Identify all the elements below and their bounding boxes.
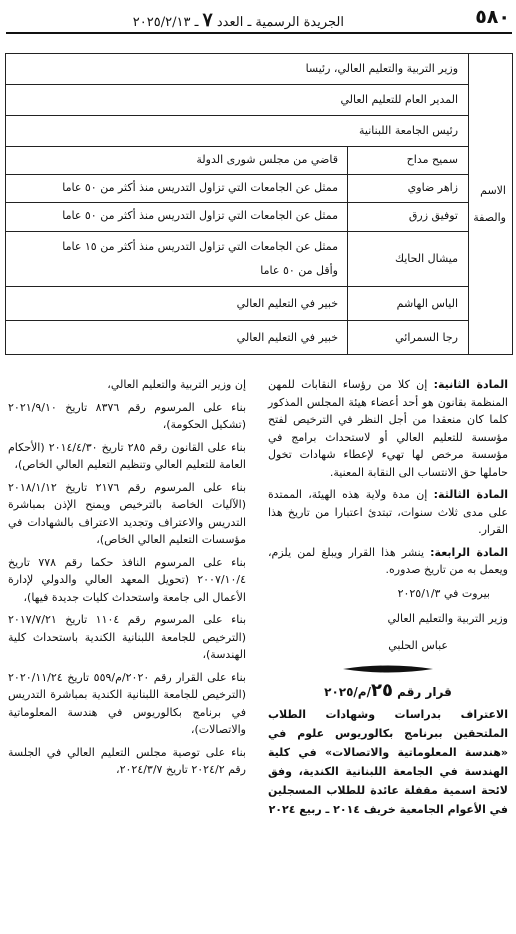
row-text: المدير العام للتعليم العالي [340,93,458,106]
member-role: ممثل عن الجامعات التي تزاول التدريس منذ أكثر من ١٥ عاما [62,240,338,253]
member-role: ممثل عن الجامعات التي تزاول التدريس منذ أكثر من ٥٠ عاما [62,181,338,194]
minister-title: وزير التربية والتعليم العالي [387,611,508,625]
member-name: رجا السمرائي [395,331,458,344]
left-column [8,376,246,784]
preamble-line: بناء على القانون رقم ٢٨٥ تاريخ ٢٠١٤/٤/٣٠ (الأحكام العامة للتعليم العالي وتنظيم التعليم العالي الخاص)، [8,440,246,471]
gazette-title: الجريدة الرسمية ـ العدد [216,15,344,30]
table-row [6,321,468,354]
article-label: المادة الثالثة: [433,488,509,501]
right-column [268,376,508,819]
decision-number: ٢٥ [370,679,393,701]
table-row [6,203,468,232]
decision-heading [268,679,508,702]
member-role: ممثل عن الجامعات التي تزاول التدريس منذ أكثر من ٥٠ عاما [62,209,338,222]
side-label-bottom: والصفة [473,211,506,224]
article-text: إن كلا من رؤساء النقابات للمهن المنظمة بقانون هو أحد أعضاء هيئة المجلس المذكور كلما كان منعقدا من أجل النظر في الترخيص لفتح مؤسسة للتعليم العالي أو لاستحداث برامج في مؤسسة مرخص لها تهيء لإعطاء شهادات تخول حاملها حق الانتساب الى النقابة المعنية. [268,378,508,479]
member-name: الياس الهاشم [396,297,458,310]
committee-table [5,53,513,355]
row-text: وزير التربية والتعليم العالي، رئيسا [305,62,458,75]
issue-date: ـ ٢٠٢٥/٢/١٣ [132,15,199,30]
article-3 [268,486,508,539]
minister-name: عباس الحلبي [388,638,448,652]
place-date: بيروت في ٢٠٢٥/١/٣ [397,586,490,600]
issue-number: ٧ [202,9,213,31]
member-name: زاهر ضاوي [407,181,458,194]
article-text: ينشر هذا القرار ويبلغ لمن يلزم، ويعمل به من تاريخ صدوره. [268,545,508,576]
signature-block [268,585,508,654]
member-role-cont: وأقل من ٥٠ عاما [260,264,338,277]
member-role: خبير في التعليم العالي [236,331,338,344]
gazette-header-title [133,9,344,31]
article-2 [268,376,508,481]
article-label: المادة الرابعة: [430,545,508,559]
member-name: توفيق زرق [408,209,458,222]
ornament-divider [343,664,433,674]
side-label-top: الاسم [480,184,506,197]
row-text: رئيس الجامعة اللبنانية [359,124,458,137]
page-header [6,6,512,34]
preamble-line: بناء على توصية مجلس التعليم العالي في الجلسة رقم ٢٠٢٤/٢ تاريخ ٢٠٢٤/٣/٧، [8,745,246,776]
table-row [6,85,468,116]
member-role: خبير في التعليم العالي [236,297,338,310]
decision-subject: الاعتراف بدراسات وشهادات الطلاب الملتحقين ببرنامج بكالوريوس علوم في «هندسة المعلوماتية والاتصالات» في كلية الهندسة في الجامعة اللبنانية الكندية، وفق لائحة اسمية مقفلة عائدة للطلاب المسجلين في الأعوام الجامعية خريف ٢٠١٤ ـ ربيع ٢٠٢٤ [268,708,508,816]
decision-prefix: قرار رقم [397,684,452,699]
table-row [6,116,468,147]
article-label: المادة الثانية: [433,378,509,391]
page-number: ٥٨٠ [475,6,510,28]
article-4 [268,544,508,579]
preamble-line: بناء على القرار رقم ٢٠٢٠/م/٥٥٩ تاريخ ٢٠٢٠/١١/٢٤ (الترخيص للجامعة اللبنانية الكندية بمباشرة التدريس في برنامج بكالوريوس في هندسة المعلوماتية والاتصالات)، [8,670,246,736]
member-role: قاضي من مجلس شورى الدولة [196,153,338,166]
table-row [6,147,468,175]
table-row [6,54,468,85]
name-role-label [468,54,512,354]
preamble-line: بناء على المرسوم النافذ حكما رقم ٧٧٨ تاريخ ٢٠٠٧/١٠/٤ (تحويل المعهد العالي والدولي لإدارة الأعمال الى جامعة واستحداث كليات جديدة فيها)، [8,555,246,604]
preamble-line: بناء على المرسوم رقم ١١٠٤ تاريخ ٢٠١٧/٧/٢١ (الترخيص للجامعة اللبنانية الكندية باستحداث كلية الهندسة)، [8,613,247,661]
table-row [6,287,468,321]
preamble-line: بناء على المرسوم رقم ٨٣٧٦ تاريخ ٢٠٢١/٩/١٠ (تشكيل الحكومة)، [8,400,247,431]
decision-suffix: /م/٢٠٢٥ [324,684,371,699]
member-name: سميح مداح [406,153,458,166]
preamble-line: إن وزير التربية والتعليم العالي، [107,378,246,391]
table-row [6,232,468,287]
member-name: ميشال الحايك [394,252,458,265]
article-text: إن مدة ولاية هذه الهيئة، الممتدة على مدى ثلاث سنوات، تبتدئ اعتبارا من تاريخ هذا القرار. [268,488,508,536]
preamble-line: بناء على المرسوم رقم ٢١٧٦ تاريخ ٢٠١٨/١/١٢ (الآليات الخاصة بالترخيص ويمنح الإذن بمباشرة التدريس والاعتراف وتجديد الاعتراف بالشهادات في مؤسسات التعليم العالي الخاص)، [8,480,247,546]
table-row [6,175,468,203]
committee-rows [6,54,468,354]
